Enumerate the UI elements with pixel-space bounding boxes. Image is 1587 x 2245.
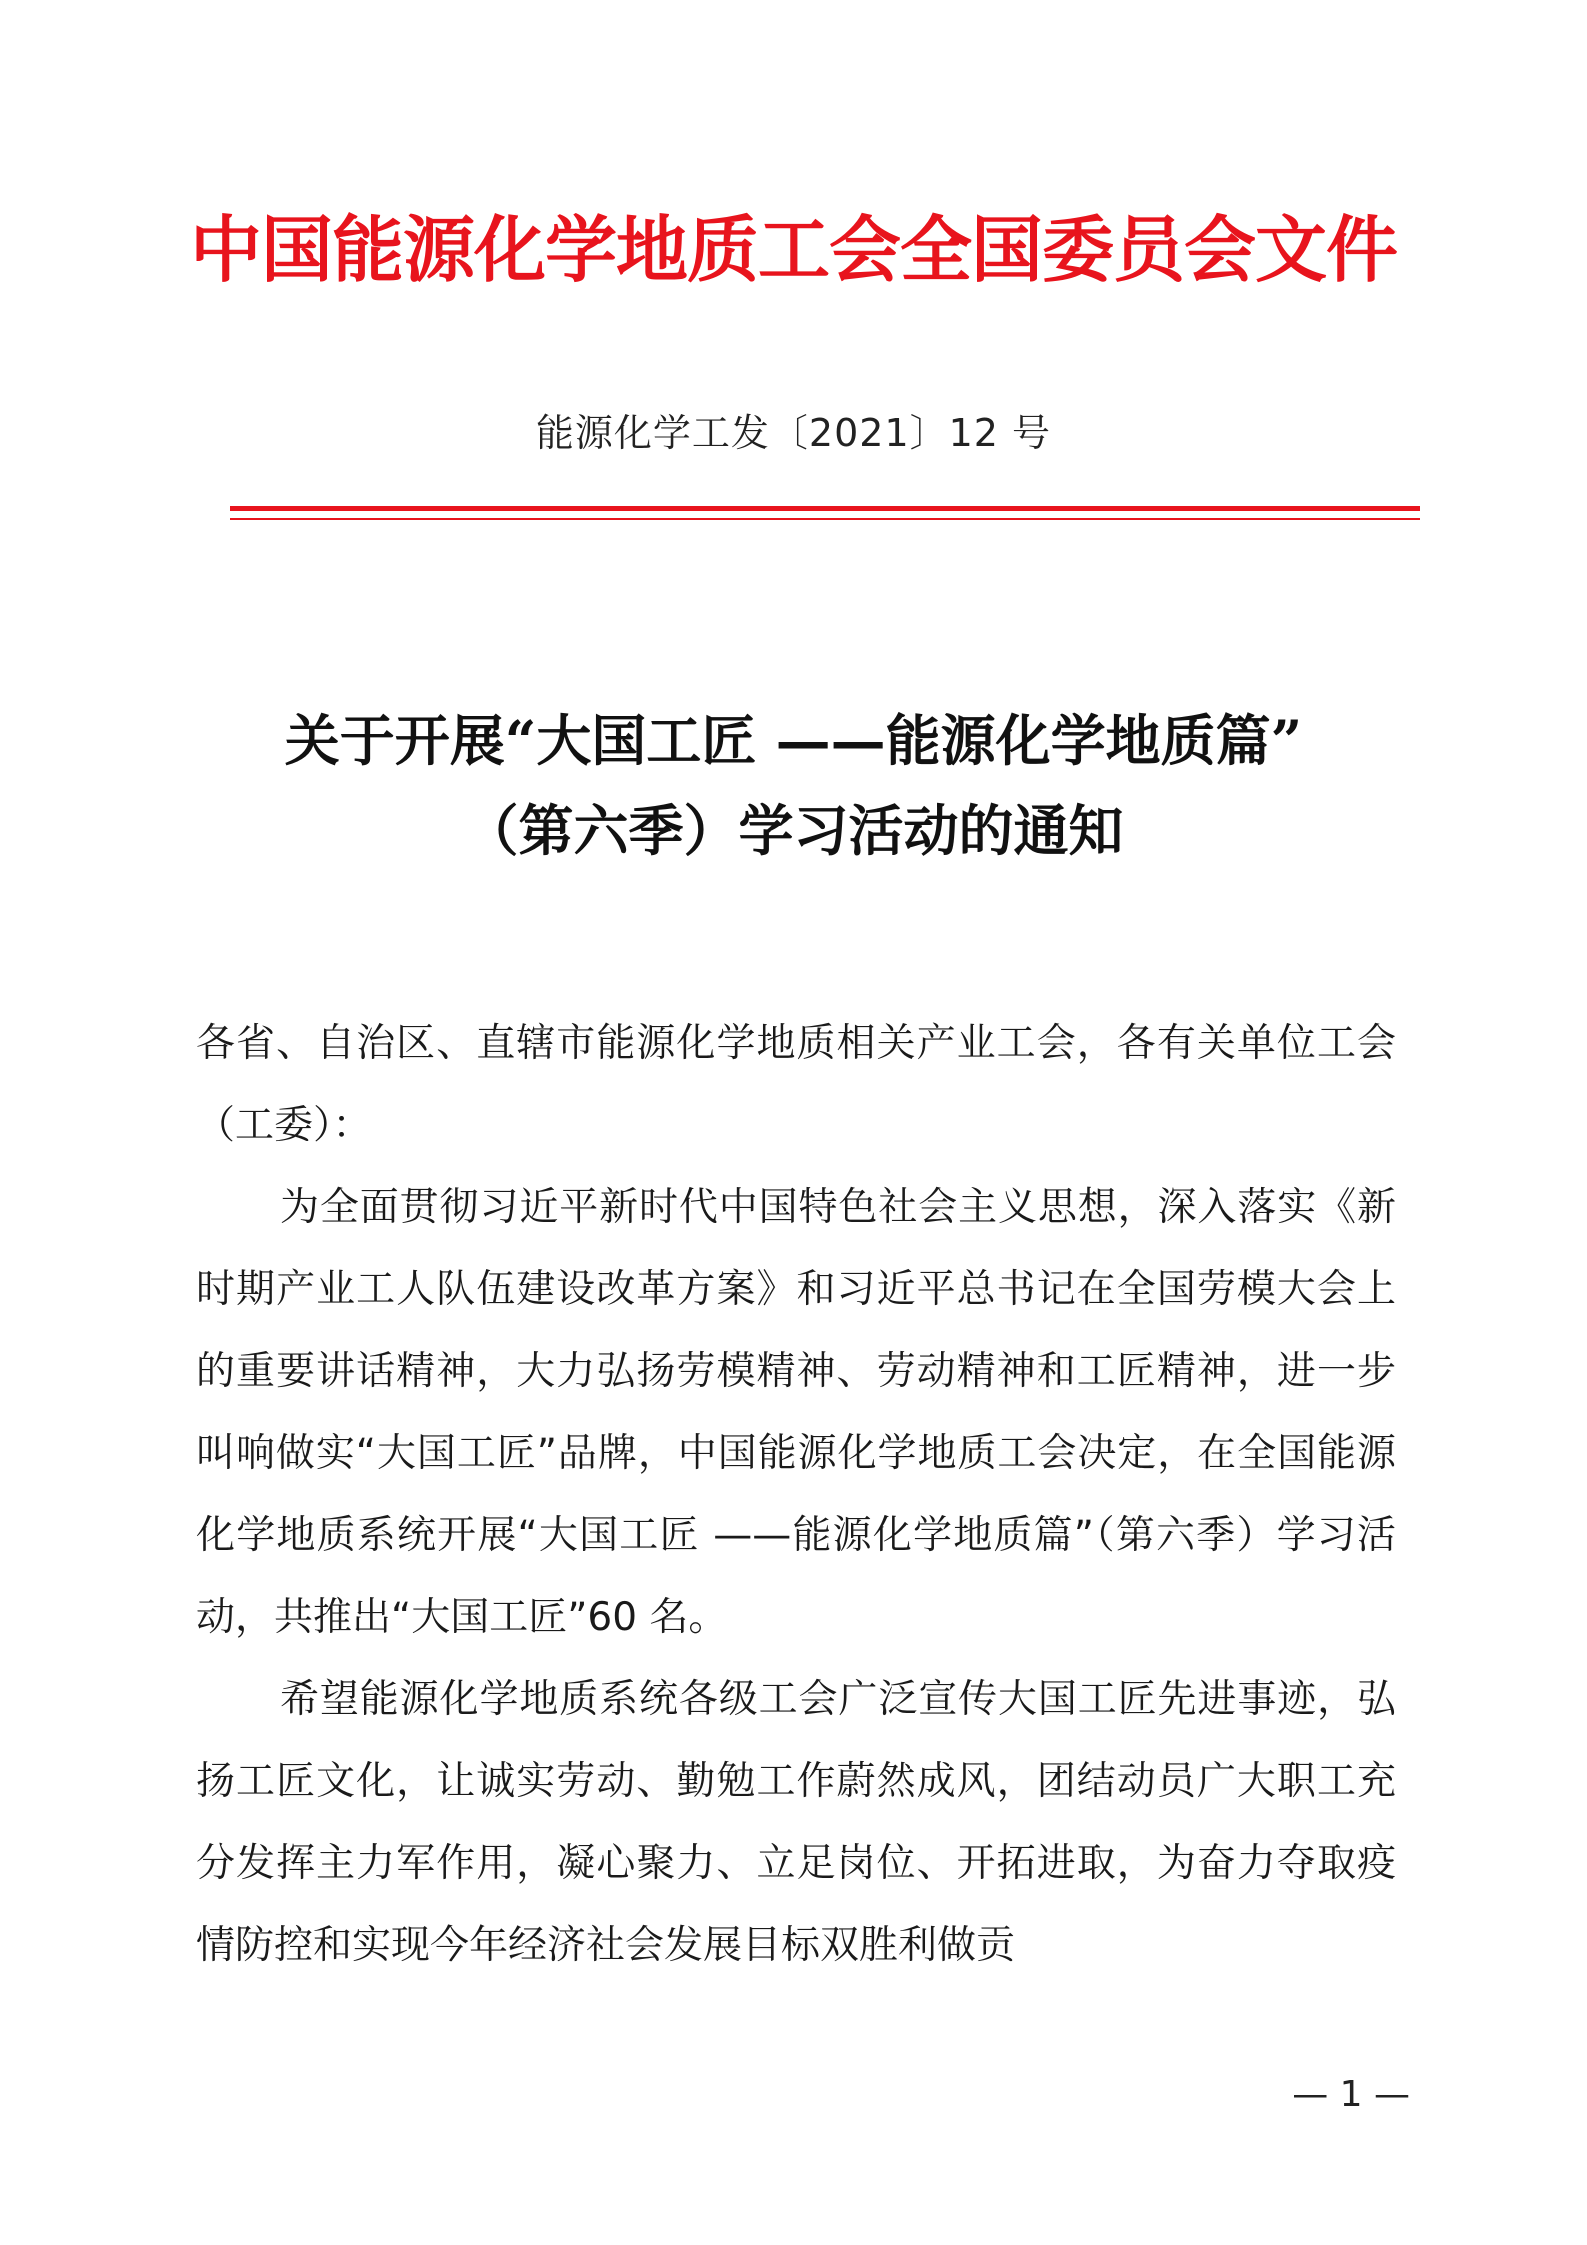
body-paragraph-2: 希望能源化学地质系统各级工会广泛宣传大国工匠先进事迹，弘扬工匠文化，让诚实劳动、勤勉工作蔚然成风，团结动员广大职工充分发挥主力军作用，凝心聚力、立足岗位、开拓进取，为奋力夺取疫情防控和实现今年经济社会发展目标双胜利做贡 [196, 1677, 1396, 1968]
salutation: 各省、自治区、直辖市能源化学地质相关产业工会，各有关单位工会（工委）： [196, 1021, 1396, 1148]
document-body [196, 1003, 1396, 1987]
header-divider-thin [230, 518, 1420, 520]
body-paragraph-1: 为全面贯彻习近平新时代中国特色社会主义思想，深入落实《新时期产业工人队伍建设改革方案》和习近平总书记在全国劳模大会上的重要讲话精神，大力弘扬劳模精神、劳动精神和工匠精神，进一步叫响做实“大国工匠”品牌，中国能源化学地质工会决定，在全国能源化学地质系统开展“大国工匠 ——能源化学地质篇”（第六季）学习活动，共推出“大国工匠”60 名。 [196, 1185, 1396, 1640]
organization-header: 中国能源化学地质工会全国委员会文件 [189, 207, 1397, 292]
header-divider-thick [230, 506, 1420, 511]
document-number: 能源化学工发〔2021〕12 号 [535, 411, 1052, 455]
page-number: — 1 — [1292, 2074, 1410, 2115]
title-line-1: 关于开展“大国工匠 ——能源化学地质篇” [284, 708, 1303, 773]
title-line-2: （第六季）学习活动的通知 [463, 798, 1124, 863]
document-title [150, 696, 1437, 876]
